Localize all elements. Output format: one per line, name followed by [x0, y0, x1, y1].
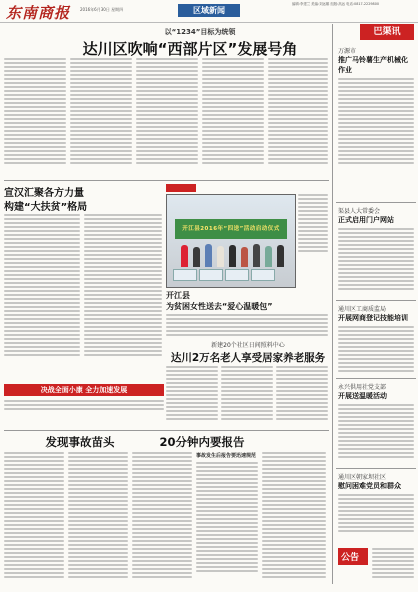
notice-label: 公告 [338, 548, 368, 565]
section-rule [4, 430, 329, 431]
lead-text-col-1 [4, 58, 66, 176]
person-figure [193, 247, 200, 267]
lead-text-col-3 [136, 58, 198, 176]
person-figure [181, 245, 188, 267]
brief-5-kicker: 通川区朝家坝社区 [338, 474, 387, 481]
photo-side-text [298, 194, 328, 264]
brief-4 [338, 382, 414, 460]
bottom-subhead: 事故发生后报告要迅速规范 [196, 453, 257, 459]
brief-3 [338, 304, 414, 374]
left-lower-text [4, 400, 164, 412]
brief-1 [338, 46, 414, 166]
brief-separator [336, 300, 416, 301]
brief-separator [336, 468, 416, 469]
brief-4-kicker: 永兴供用社党支部 [338, 384, 387, 391]
person-figure [229, 245, 236, 267]
person-figure [205, 244, 212, 267]
brief-separator [336, 378, 416, 379]
person-figure [253, 244, 260, 267]
bottom-title-1: 发现事故苗头 [45, 435, 115, 449]
left-story-title-2: 构建“大扶贫”格局 [4, 202, 88, 213]
gift-box [199, 269, 223, 281]
brief-2 [338, 206, 414, 292]
newspaper-logo: 东南商报 [6, 4, 71, 22]
event-banner: 开江县2016年“四送”活动启动仪式 [175, 219, 287, 239]
gift-box [173, 269, 197, 281]
center-article-body [166, 366, 328, 428]
brief-2-kicker: 渠县人大常委会 [338, 208, 381, 215]
lead-headline: 达川区吹响“西部片区”发展号角 [82, 40, 298, 58]
center-headline: 达川2万名老人享受居家养老服务 [170, 352, 326, 364]
notice-text [372, 548, 414, 580]
lead-text-col-4 [202, 58, 264, 176]
brief-separator [336, 202, 416, 203]
person-figure [277, 245, 284, 267]
column-divider [332, 24, 333, 584]
person-figure [265, 246, 272, 267]
campaign-banner: 决战全面小康 全力加速发展 [4, 384, 164, 396]
gift-box [251, 269, 275, 281]
lead-kicker: 以“1234”目标为统领 [164, 28, 236, 36]
photo-caption-2: 为贫困女性送去“爱心温暖包” [166, 302, 273, 311]
right-column-header: 巴渠讯 [360, 24, 414, 40]
photo-tag [166, 184, 196, 192]
brief-5 [338, 472, 414, 534]
person-figure [241, 247, 248, 267]
editor-credits: 编辑:李建兰 美编:刘远娜 组版:高远 电话:0817-2229800 [292, 2, 380, 6]
lead-text-col-5 [268, 58, 328, 176]
brief-3-title: 开展网商登记技能培训 [338, 314, 408, 322]
photo-caption-1: 开江县 [166, 291, 190, 300]
gift-box [225, 269, 249, 281]
brief-4-title: 开展送温暖活动 [338, 392, 387, 400]
left-story-title-1: 宣汉汇聚各方力量 [4, 188, 84, 199]
bottom-article-body [4, 452, 329, 586]
brief-2-title: 正式启用门户网站 [338, 216, 394, 224]
photo-caption-text [166, 314, 328, 338]
brief-5-title: 慰问困难党员和群众 [338, 482, 401, 490]
brief-3-kicker: 通川区工商质监局 [338, 306, 387, 313]
center-kicker: 新建20个社区日间照料中心 [211, 342, 285, 349]
bottom-title-2: 20分钟内要报告 [159, 435, 245, 449]
brief-1-kicker: 万源市 [338, 48, 357, 55]
person-figure [217, 246, 224, 267]
section-rule [4, 180, 329, 181]
left-story-body [4, 214, 164, 374]
section-label: 区域新闻 [178, 4, 240, 17]
issue-date: 2016年6月30日 星期四 [80, 7, 124, 12]
notice-box [338, 548, 368, 586]
brief-1-title: 推广马铃薯生产机械化作业 [338, 56, 408, 74]
lead-text-col-2 [70, 58, 132, 176]
event-photo [166, 194, 296, 288]
lead-article-body [4, 58, 329, 178]
